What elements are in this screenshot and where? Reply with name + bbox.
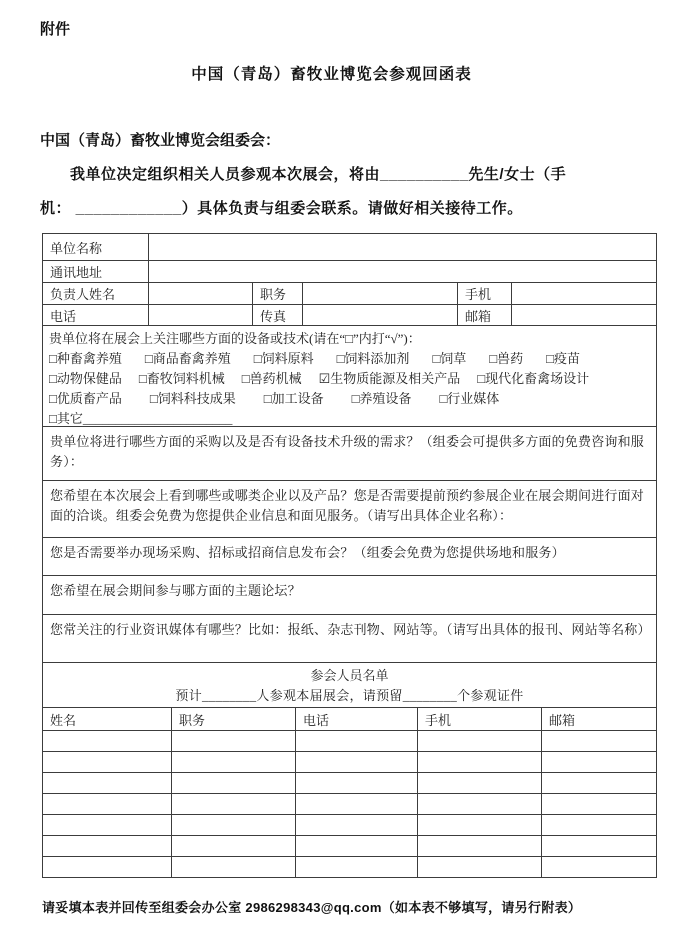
participant-blank-cell[interactable] [43,794,171,814]
participant-blank-cell[interactable] [417,794,541,814]
participant-blank-cell[interactable] [295,731,417,751]
attachment-label: 附件 [40,21,71,38]
participant-blank-cell[interactable] [43,773,171,793]
table-row [43,751,656,772]
footer-note [42,897,581,916]
question-row [43,480,656,537]
company-value-field[interactable] [148,234,656,260]
column-header-name: 姓名 [50,712,77,728]
question-text: 您希望在展会期间参与哪方面的主题论坛？ [50,583,301,598]
page-title: 中国（青岛）畜牧业博览会参观回函表 [191,66,472,83]
question-row [43,426,656,480]
checkbox-item[interactable]: □优质畜产品 [49,391,122,406]
participant-blank-cell[interactable] [541,815,656,835]
intro-line-1: 我单位决定组织相关人员参观本次展会，将由__________先生/女士（手 [70,166,567,183]
table-row [43,814,656,835]
participants-header-section [43,662,656,707]
checkbox-item[interactable]: □种畜禽养殖 [49,351,122,366]
contact-row [43,282,656,304]
footer-prefix: 请妥填本表并回传至组委会办公室 [42,900,246,915]
reply-form-table [42,233,657,878]
participant-blank-cell[interactable] [295,836,417,856]
participant-blank-cell[interactable] [171,752,295,772]
position-value-field[interactable] [302,283,457,304]
focus-row-3 [49,389,650,409]
participant-blank-cell[interactable] [171,857,295,877]
checkbox-item[interactable]: □现代化畜禽场设计 [477,371,590,386]
participant-blank-cell[interactable] [417,836,541,856]
company-label: 单位名称 [50,240,103,256]
mobile-label: 手机 [457,283,511,304]
question-text: 您希望在本次展会上看到哪些或哪类企业以及产品？您是否需要提前预约参展企业在展会期间进行面对面的洽谈。组委会免费为您提供企业信息和面见服务。（请写出具体企业名称）： [50,488,645,523]
participant-blank-cell[interactable] [541,752,656,772]
question-text: 您是否需要举办现场采购、招标或招商信息发布会？（组委会免费为您提供场地和服务） [50,545,565,560]
participant-blank-cell[interactable] [43,815,171,835]
participant-blank-cell[interactable] [295,752,417,772]
checkbox-item[interactable]: □加工设备 [263,391,324,406]
participant-blank-cell[interactable] [295,773,417,793]
address-row [43,260,656,282]
table-row [43,793,656,814]
table-row [43,730,656,751]
contact-label: 负责人姓名 [50,287,116,302]
question-text: 贵单位将进行哪些方面的采购以及是否有设备技术升级的需求？（组委会可提供多方面的免费咨询和服务）： [50,434,645,469]
checkbox-item[interactable]: □饲料原料 [253,351,314,366]
checkbox-item[interactable]: □饲料科技成果 [149,391,236,406]
participant-blank-cell[interactable] [43,836,171,856]
fax-value-field[interactable] [302,305,457,325]
checkbox-item-checked[interactable]: ☑生物质能源及相关产品 [318,371,461,386]
email-value-field[interactable] [511,305,656,325]
contact-value-field[interactable] [148,283,252,304]
checkbox-item[interactable]: □动物保健品 [49,371,122,386]
participant-blank-cell[interactable] [43,857,171,877]
company-row [43,234,656,260]
participant-blank-cell[interactable] [295,857,417,877]
participants-subtitle: 预计________人参观本届展会，请预留________个参观证件 [175,687,524,703]
column-header-email: 邮箱 [541,708,656,730]
phone-value-field[interactable] [148,305,252,325]
checkbox-item-other[interactable]: □其它_______________________ [49,411,233,426]
participant-blank-cell[interactable] [417,857,541,877]
column-header-position: 职务 [171,708,295,730]
footer-suffix: （如本表不够填写，请另行附表） [381,900,582,915]
column-header-mobile: 手机 [417,708,541,730]
participant-blank-cell[interactable] [295,815,417,835]
salutation: 中国（青岛）畜牧业博览会组委会： [40,132,281,149]
focus-section-cell [43,326,656,426]
checkbox-item[interactable]: □兽药机械 [241,371,302,386]
phone-row [43,304,656,325]
participant-blank-cell[interactable] [417,815,541,835]
participant-blank-cell[interactable] [417,773,541,793]
checkbox-item[interactable]: □商品畜禽养殖 [144,351,231,366]
participant-blank-cell[interactable] [541,836,656,856]
participant-blank-cell[interactable] [171,773,295,793]
checkbox-item[interactable]: □行业媒体 [439,391,500,406]
checkbox-item[interactable]: □兽药 [489,351,524,366]
participant-blank-cell[interactable] [171,794,295,814]
address-label: 通讯地址 [50,265,103,280]
position-label: 职务 [252,283,302,304]
focus-row-2 [49,369,650,389]
intro-line-2: 机： ____________）具体负责与组委会联系。请做好相关接待工作。 [40,200,523,217]
table-row [43,772,656,793]
participant-blank-cell[interactable] [541,773,656,793]
participant-blank-cell[interactable] [417,731,541,751]
focus-row-1 [49,349,650,369]
table-row [43,835,656,856]
participants-title: 参会人员名单 [310,667,389,683]
phone-label: 电话 [50,308,77,324]
participant-blank-cell[interactable] [171,815,295,835]
column-header-phone: 电话 [295,708,417,730]
checkbox-item[interactable]: □疫苗 [546,351,581,366]
participants-column-header-row [43,707,656,730]
email-address: 2986298343@qq.com [245,900,382,915]
table-row [43,856,656,877]
participant-blank-cell[interactable] [541,794,656,814]
checkbox-item[interactable]: □饲料添加剂 [336,351,410,366]
question-row [43,614,656,662]
participant-blank-cell[interactable] [541,731,656,751]
participant-blank-cell[interactable] [295,794,417,814]
checkbox-item[interactable]: □畜牧饲料机械 [138,371,225,386]
intro-paragraph [40,124,657,226]
question-text: 您常关注的行业资讯媒体有哪些？比如：报纸、杂志刊物、网站等。（请写出具体的报刊、网站等名称） [50,622,651,637]
participant-blank-cell[interactable] [541,857,656,877]
fax-label: 传真 [252,305,302,325]
mobile-value-field[interactable] [511,283,656,304]
email-label: 邮箱 [457,305,511,325]
participant-blank-cell[interactable] [417,752,541,772]
question-row [43,537,656,575]
participant-blank-cell[interactable] [171,836,295,856]
address-value-field[interactable] [148,261,656,282]
participant-blank-cell[interactable] [171,731,295,751]
checkbox-item[interactable]: □饲草 [432,351,467,366]
participant-blank-cell[interactable] [43,752,171,772]
checkbox-item[interactable]: □养殖设备 [351,391,412,406]
focus-title: 贵单位将在展会上关注哪些方面的设备或技术(请在“□”内打“√”)： [49,331,421,346]
participant-blank-cell[interactable] [43,731,171,751]
participants-blank-rows [43,730,656,877]
focus-section [43,325,656,426]
question-row [43,575,656,614]
